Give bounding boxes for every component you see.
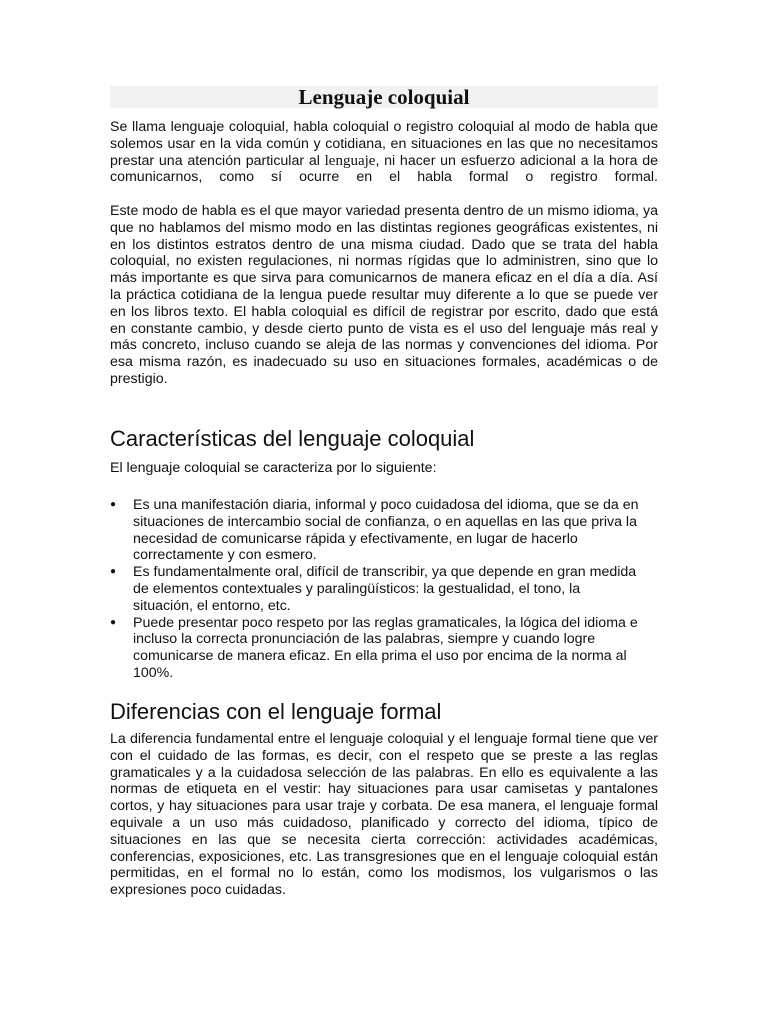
intro-paragraph-2: Este modo de habla es el que mayor variedad presenta dentro de un mismo idioma, ya que no hablamos del mismo modo en las distintas regiones geográficas existentes, ni en los distintos estratos dentro de una misma ciudad. Dado que se trata del habla coloquial, no existen regulaciones, ni normas rígidas que lo administren, sino que lo más importante es que sirva para comunicarnos de manera eficaz en el día a día. Así la práctica cotidiana de la lengua puede resultar muy diferente a lo que se puede ver en los libros texto. El habla coloquial es difícil de registrar por escrito, dado que está en constante cambio, y desde cierto punto de vista es el uso del lenguaje más real y más concreto, incluso cuando se aleja de las normas y convenciones del idioma. Por esa misma razón, es inadecuado su uso en situaciones formales, académicas o de prestigio. xyxy=(110,203,658,387)
list-item xyxy=(110,564,643,614)
intro-paragraph-1 xyxy=(110,119,658,186)
list-item-text: Es fundamentalmente oral, difícil de transcribir, ya que depende en gran medida de elementos contextuales y paralingüísticos: la gestualidad, el tono, la situación, el entorno, etc. xyxy=(133,564,637,614)
bullet-icon: ● xyxy=(110,616,117,628)
intro-text-part2: , ni hacer un esfuerzo adicional a la hora de comunicarnos, como sí ocurre en el habla formal o registro formal. xyxy=(110,152,658,186)
differences-paragraph: La diferencia fundamental entre el lenguaje coloquial y el lenguaje formal tiene que ver con el cuidado de las formas, es decir, con el respeto que se preste a las reglas gramaticales y a la cuidadosa selección de las palabras. En ello es equivalente a las normas de etiqueta en el vestir: hay situaciones para usar camisetas y pantalones cortos, y hay situaciones para usar traje y corbata. De esa manera, el lenguaje formal equivale a un uso más cuidadoso, planificado y correcto del idioma, típico de situaciones en las que se necesita cierta corrección: actividades académicas, conferencias, exposiciones, etc. Las transgresiones que en el lenguaje coloquial están permitidas, en el formal no lo están, como los modismos, los vulgarismos o las expresiones poco cuidadas. xyxy=(110,731,658,899)
bullet-icon: ● xyxy=(110,566,117,578)
section-lead-text: El lenguaje coloquial se caracteriza por lo siguiente: xyxy=(110,460,437,476)
lenguaje-term: lenguaje xyxy=(324,152,376,169)
characteristics-list xyxy=(110,497,658,682)
list-item-text: Es una manifestación diaria, informal y poco cuidadosa del idioma, que se da en situaciones de intercambio social de confianza, o en aquellas en las que priva la necesidad de comunicarse rápida y efectivamente, en lugar de hacerlo correctamente y con esmero. xyxy=(133,497,639,564)
document-title: Lenguaje coloquial xyxy=(110,86,658,108)
list-item xyxy=(110,615,643,682)
list-item-text: Puede presentar poco respeto por las reglas gramaticales, la lógica del idioma e incluso la correcta pronunciación de las palabras, siempre y cuando logre comunicarse de manera eficaz. En ella prima el uso por encima de la norma al 100%. xyxy=(133,614,638,681)
section-heading-diferencias: Diferencias con el lenguaje formal xyxy=(110,699,442,724)
bullet-icon: ● xyxy=(110,499,117,510)
intro-text-part1: Se llama lenguaje coloquial, habla coloquial o registro coloquial al modo de habla que solemos usar en la vida común y cotidiana, en situaciones en las que no necesitamos prestar una atención particular al xyxy=(110,119,658,169)
section-heading-caracteristicas: Características del lenguaje coloquial xyxy=(110,426,475,451)
list-item xyxy=(110,497,643,564)
